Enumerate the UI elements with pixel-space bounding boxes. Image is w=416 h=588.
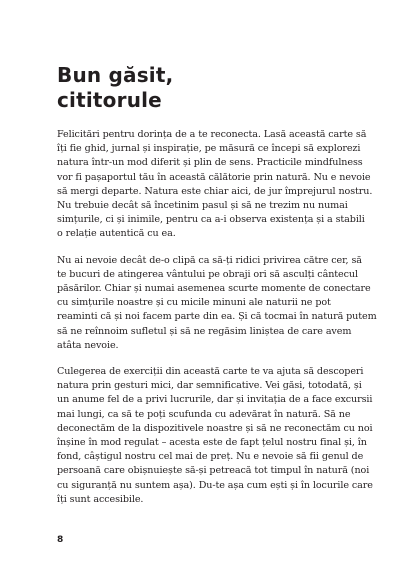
text-line: o relație autentică cu ea. [57, 228, 176, 240]
text-line: mai lungi, ca să te poți scufunda cu adevărat în natură. Să ne [57, 408, 351, 420]
text-line: Nu ai nevoie decât de-o clipă ca să-ți ridici privirea către cer, să [57, 254, 362, 266]
paragraph-1 [57, 128, 375, 242]
text-line: deconectăm de la dispozitivele noastre și să ne reconectăm cu noi [57, 422, 373, 434]
text-line: un anume fel de a privi lucrurile, dar și invitația de a face excursii [57, 394, 373, 406]
text-line: îți sunt accesibile. [57, 493, 144, 505]
text-line: simțurile, ci și inimile, pentru ca a-i observa existența și a stabili [57, 214, 365, 226]
text-line: îți fie ghid, jurnal și inspirație, pe măsură ce începi să explorezi [57, 143, 361, 155]
text-line: te bucuri de atingerea vântului pe obraji ori să asculți cântecul [57, 268, 358, 280]
text-line: natura într-un mod diferit și plin de sens. Practicile mindfulness [57, 157, 363, 169]
text-line: persoană care obișnuiește să-și petreacă tot timpul în natură (noi [57, 465, 370, 477]
chapter-title-line: Bun găsit, [57, 63, 174, 87]
text-line: cu simțurile noastre și cu micile minuni ale naturii ne pot [57, 297, 331, 309]
text-line: Culegerea de exerciții din această carte te va ajuta să descoperi [57, 366, 364, 378]
text-line: să mergi departe. Natura este chiar aici, de jur împrejurul nostru. [57, 185, 373, 197]
text-line: Felicitări pentru dorința de a te reconecta. Lasă această carte să [57, 129, 367, 140]
text-line: înșine în mod regulat – acesta este de fapt țelul nostru final și, în [57, 437, 367, 449]
text-line: fond, câștigul nostru cel mai de preț. Nu e nevoie să fii genul de [57, 451, 364, 463]
text-line: să ne reînnoim sufletul și să ne regăsim liniștea de care avem [57, 325, 352, 337]
page-number: 8 [57, 535, 64, 545]
text-line: cu siguranță nu suntem așa). Du-te așa cum ești și în locurile care [57, 479, 373, 491]
chapter-title-line: cititorule [57, 88, 162, 112]
text-line: natura prin gesturi mici, dar semnificative. Vei găsi, totodată, și [57, 380, 362, 392]
paragraph-3 [57, 365, 375, 507]
paragraph-2 [57, 254, 375, 353]
text-line: vor fi pașaportul tău în această călătorie prin natură. Nu e nevoie [57, 171, 371, 183]
text-line: Nu trebuie decât să încetinim pasul și să ne trezim nu numai [57, 200, 348, 212]
chapter-title [57, 63, 377, 113]
body-text [57, 128, 375, 519]
text-line: reaminti că și noi facem parte din ea. Și că tocmai în natură putem [57, 311, 377, 323]
text-line: păsărilor. Chiar și numai asemenea scurte momente de conectare [57, 283, 371, 295]
text-line: atâta nevoie. [57, 339, 119, 351]
